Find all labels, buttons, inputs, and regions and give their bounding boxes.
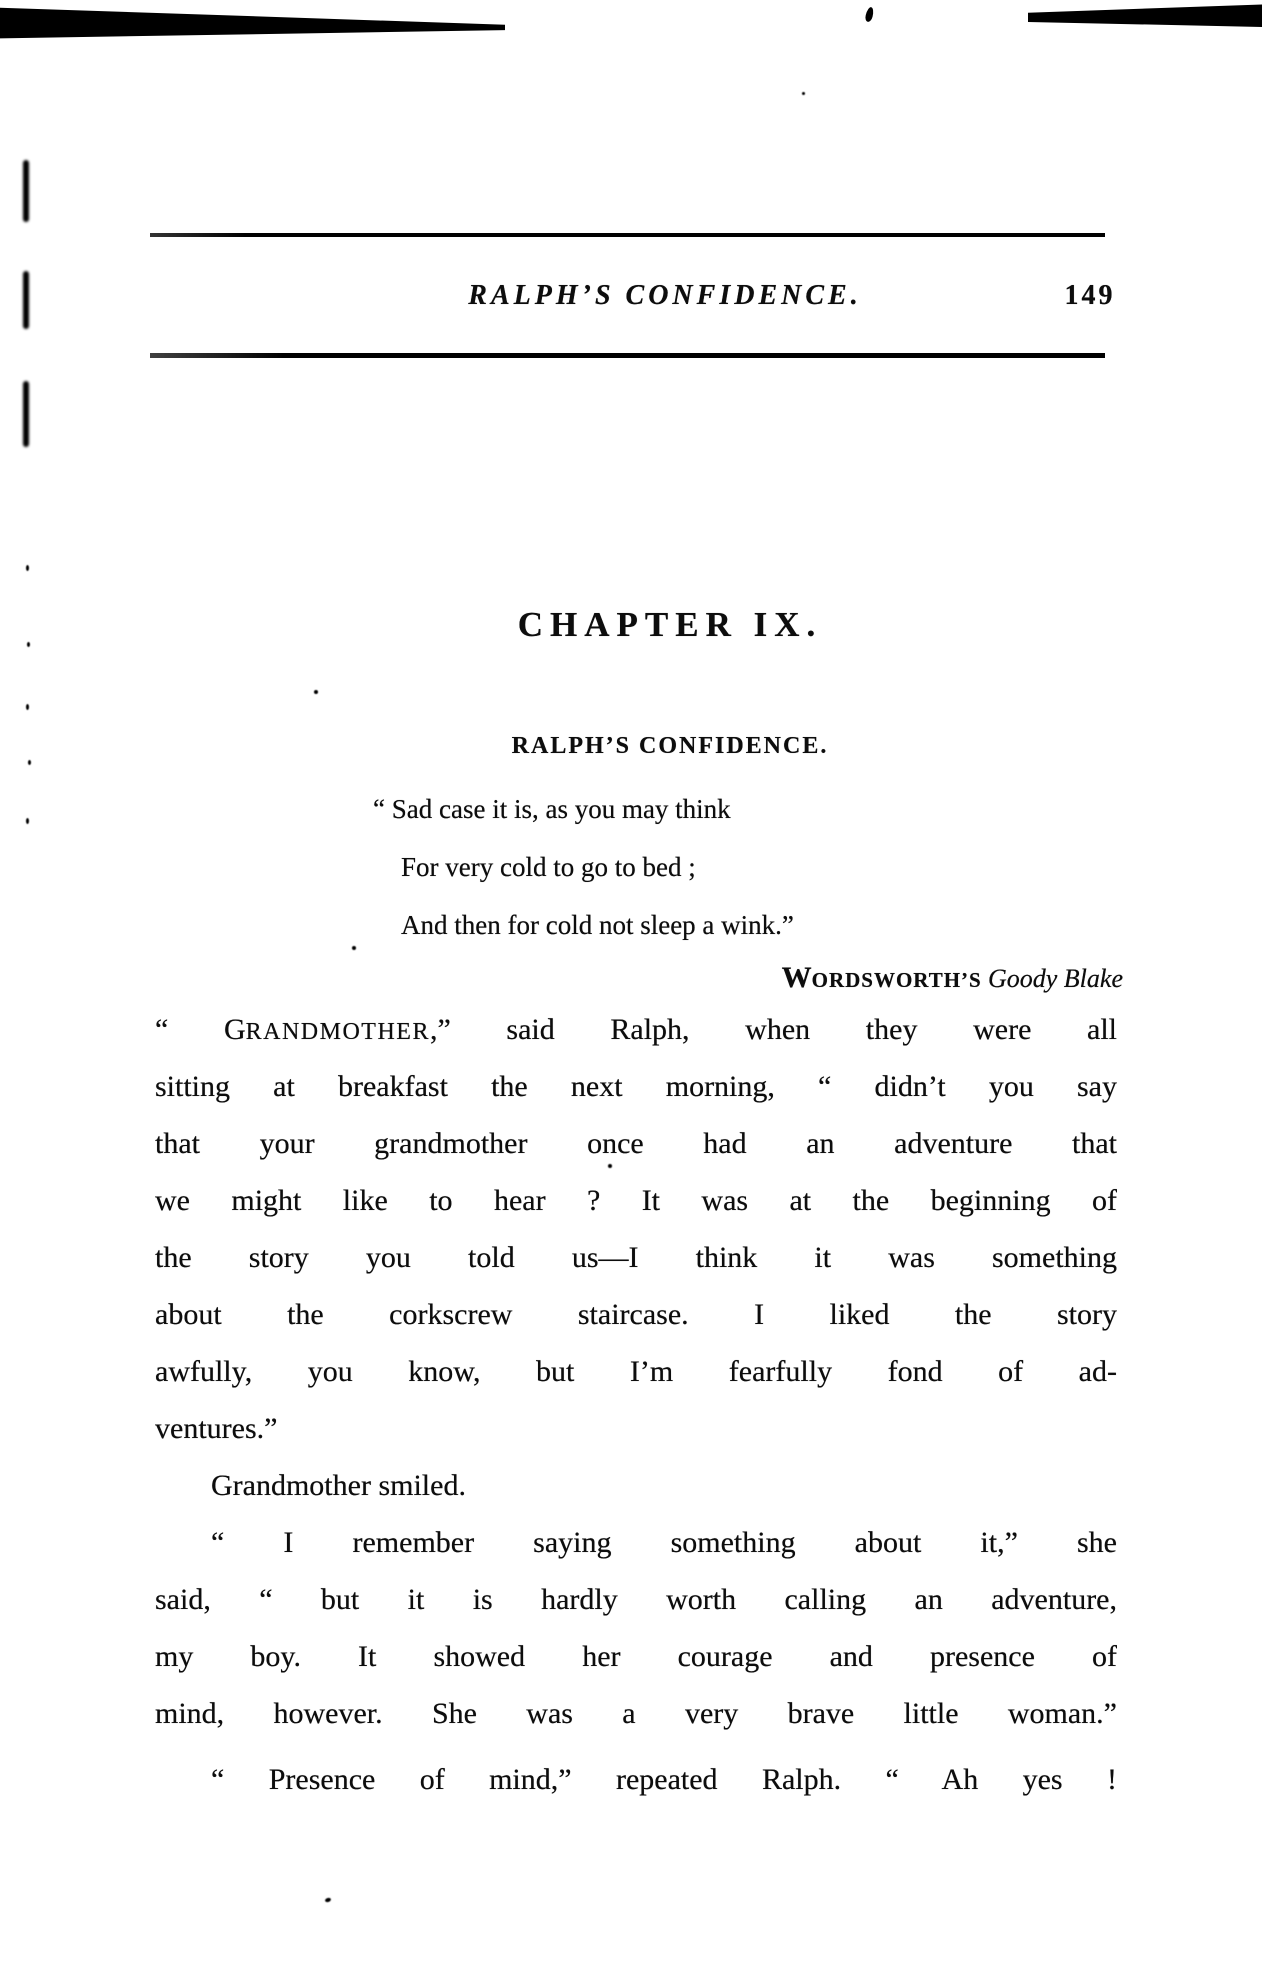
scan-artifact-speck — [26, 704, 29, 710]
scan-artifact-speck — [802, 92, 805, 95]
attribution-author: ORDSWORTH’S — [811, 968, 988, 992]
chapter-subheading: RALPH’S CONFIDENCE. — [511, 733, 829, 759]
scan-artifact-top-right-bar — [1028, 4, 1262, 27]
epigraph-line: And then for cold not sleep a wink.” — [401, 910, 794, 940]
body-text-line: my boy. It showed her courage and presence of — [155, 1640, 1117, 1673]
first-line-rest: ,” said Ralph, when they were all — [429, 1013, 1117, 1046]
small-caps-word: RANDMOTHER — [245, 1019, 430, 1045]
scan-artifact-top-left-wedge — [0, 5, 505, 39]
body-text-line: mind, however. She was a very brave little woman.” — [155, 1697, 1117, 1730]
epigraph-line: For very cold to go to bed ; — [401, 852, 696, 882]
scan-artifact-binding-smudge — [23, 160, 29, 222]
attribution-work-title: Goody Blake — [987, 964, 1123, 993]
epigraph-line: “ Sad case it is, as you may think — [373, 794, 731, 824]
header-rule-top — [150, 233, 1105, 237]
body-text-line-first — [155, 1001, 1117, 1058]
epigraph — [373, 780, 1133, 1000]
body-text-line: that your grandmother once had an adventure that — [155, 1127, 1117, 1160]
scan-artifact-speck — [352, 946, 356, 950]
scan-artifact-binding-smudge — [23, 271, 29, 329]
body-text-line: said, “ but it is hardly worth calling an adventure, — [155, 1583, 1117, 1616]
epigraph-attribution — [373, 958, 1133, 1000]
body-text — [155, 1001, 1117, 1808]
body-text-line: we might like to hear ? It was at the beginning of — [155, 1184, 1117, 1217]
scan-artifact-speck — [27, 642, 30, 647]
scan-artifact-speck — [26, 565, 29, 571]
chapter-heading: CHAPTER IX. — [517, 605, 823, 644]
scan-artifact-speck — [314, 690, 318, 694]
body-text-line: “ Presence of mind,” repeated Ralph. “ Ah yes ! — [211, 1763, 1117, 1796]
body-text-line: about the corkscrew staircase. I liked the story — [155, 1298, 1117, 1331]
running-title: RALPH’S CONFIDENCE. — [468, 280, 862, 311]
opening-quote-and-initial: “ G — [155, 1013, 246, 1046]
scan-artifact-speck — [325, 1897, 332, 1903]
body-text-line: “ I remember saying something about it,” she — [211, 1526, 1117, 1559]
body-text-line: sitting at breakfast the next morning, “ didn’t you say — [155, 1070, 1117, 1103]
header-rule-bottom — [150, 353, 1105, 358]
body-text-line: ventures.” — [155, 1412, 278, 1445]
page-number: 149 — [1064, 280, 1116, 311]
body-text-line: awfully, you know, but I’m fearfully fond of ad- — [155, 1355, 1117, 1388]
body-text-line: the story you told us—I think it was something — [155, 1241, 1117, 1274]
attribution-initial: W — [781, 961, 812, 994]
scan-artifact-binding-smudge — [23, 381, 29, 447]
scan-artifact-ink-mark — [864, 6, 874, 22]
body-text-line: Grandmother smiled. — [211, 1469, 466, 1502]
scan-artifact-speck — [28, 760, 31, 765]
scan-artifact-speck — [26, 818, 29, 824]
